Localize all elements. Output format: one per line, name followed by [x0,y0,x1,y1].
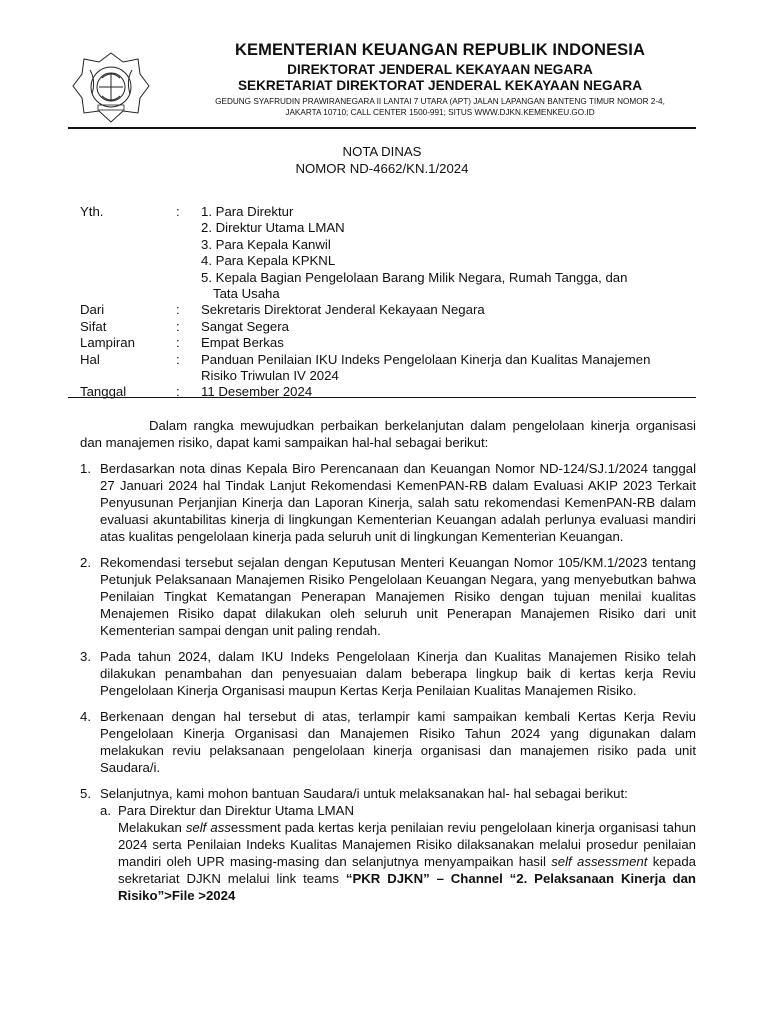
item-text: Berdasarkan nota dinas Kepala Biro Perencanaan dan Keuangan Nomor ND-124/SJ.1/2024 tanggal 27 Januari 2024 hal Tindak Lanjut Rekomendasi KemenPAN-RB dalam Evaluasi AKIP 2023 Terkait Penyusunan Perjanjian Kinerja dan Laporan Kinerja, salah satu rekomendasi KemenPAN-RB dalam evaluasi akuntabilitas kinerja di lingkungan Kementerian Keuangan adalah perlunya evaluasi mandiri atas kualitas pengelolaan kinerja pada seluruh unit di lingkungan Kementerian Keuangan. [100,461,696,544]
address-line-2: JAKARTA 10710; CALL CENTER 1500-991; SITUS WWW.DJKN.KEMENKEU.GO.ID [285,108,595,117]
item-number: 2. [80,555,91,570]
colon: : [176,302,180,318]
colon: : [176,318,180,334]
attachment-label: Lampiran [80,335,135,351]
subject-line-2: Risiko Triwulan IV 2024 [201,368,339,384]
intro-paragraph: Dalam rangka mewujudkan perbaikan berkelanjutan dalam pengelolaan kinerja organisasi dan manajemen risiko, dapat kami sampaikan hal-hal sebagai berikut: [80,418,696,450]
item-number: 3. [80,649,91,664]
subject-row [80,352,700,385]
memo-header [80,204,700,401]
subject-value [201,352,700,385]
text-run: Melakukan [118,820,186,835]
to-list [201,204,700,302]
address-line-1: GEDUNG SYAFRUDIN PRAWIRANEGARA II LANTAI 7 UTARA (APT) JALAN LAPANGAN BANTENG TIMUR NOMOR 2-4, [215,97,665,106]
recipient: 1. Para Direktur [201,204,294,219]
text-run: kepada sekretariat DJKN melalui link teams [118,854,696,886]
ministry-name: KEMENTERIAN KEUANGAN REPUBLIK INDONESIA [234,41,645,59]
recipient: Tata Usaha [213,286,280,302]
list-item [80,554,696,639]
sub-item-content [118,802,696,904]
item-text: Rekomendasi tersebut sejalan dengan Keputusan Menteri Keuangan Nomor 105/KM.1/2023 tentang Petunjuk Pelaksanaan Manajemen Risiko Pengelolaan Keuangan Negara, yang menyebutkan bahwa Penilaian Tingkat Kematangan Penerapan Manajemen Risiko dengan tujuan menilai kualitas Menajemen Risiko dapat dilakukan oleh seluruh unit Penerapan Manajemen Risiko dari unit Kementerian sampai dengan unit paling rendah. [100,555,696,638]
from-value: Sekretaris Direktorat Jenderal Kekayaan Negara [201,302,485,318]
numbered-list [80,460,696,904]
subject-line-1: Panduan Penilaian IKU Indeks Pengelolaan Kinerja dan Kualitas Manajemen [201,351,651,367]
item-text: Selanjutnya, kami mohon bantuan Saudara/i untuk melaksanakan hal- hal sebagai berikut: [100,786,628,801]
item-number: 1. [80,461,91,476]
subject-label: Hal [80,351,100,367]
letterhead-divider [68,127,696,129]
text-run-italic: self assessment [551,854,648,869]
date-label: Tanggal [80,384,127,400]
colon: : [176,351,180,367]
nature-value: Sangat Segera [201,318,289,334]
item-text-block [100,785,696,904]
sub-item-text [118,819,696,904]
nature-label: Sifat [80,318,107,334]
attachment-row [80,335,700,351]
to-row [80,204,700,302]
list-item [80,785,696,904]
from-label: Dari [80,302,105,318]
ministry-logo-icon [70,50,152,126]
secretariat-name: SEKRETARIAT DIREKTORAT JENDERAL KEKAYAAN NEGARA [237,78,643,93]
date-value: 11 Desember 2024 [201,384,313,400]
attachment-value: Empat Berkas [201,335,284,351]
from-row [80,302,700,318]
memo-title [68,143,696,177]
recipient: 4. Para Kepala KPKNL [201,253,336,269]
header-divider [68,397,696,398]
item-text: Berkenaan dengan hal tersebut di atas, terlampir kami sampaikan kembali Kertas Kerja Reviu Pengelolaan Kinerja Organisasi dan Manajemen Risiko Tahun 2024 yang digunakan dalam melakukan reviu pelaksanaan pengelolaan kinerja organisasi dan manajemen risiko pada unit Saudara/i. [100,709,696,775]
recipient: 5. Kepala Bagian Pengelolaan Barang Milik Negara, Rumah Tangga, dan [201,269,628,285]
memo-number: NOMOR ND-4662/KN.1/2024 [295,161,469,176]
item-number: 4. [80,709,91,724]
sub-item [100,802,696,904]
sub-item-title: Para Direktur dan Direktur Utama LMAN [118,803,354,818]
memo-type: NOTA DINAS [342,144,422,159]
colon: : [176,335,180,351]
colon: : [176,204,180,219]
item-text: Pada tahun 2024, dalam IKU Indeks Pengelolaan Kinerja dan Kualitas Manajemen Risiko telah dilakukan penambahan dan penyesuaian dalam beberapa lingkup baik di kertas kerja Reviu Pengelolaan Kinerja Organisasi maupun Kertas Kerja Penilaian Kualitas Manajemen Risiko. [100,649,696,698]
colon: : [176,384,180,400]
directorate-name: DIREKTORAT JENDERAL KEKAYAAN NEGARA [287,62,593,77]
to-label: Yth. [80,204,104,219]
memo-body [80,417,696,904]
list-item [80,648,696,699]
text-run-italic: self ass [185,820,231,835]
recipient: 3. Para Kepala Kanwil [201,236,331,252]
letterhead [160,40,720,118]
list-item [80,460,696,545]
teams-channel-path: “PKR DJKN” – Channel “2. Pelaksanaan Kinerja dan Risiko”>File >2024 [118,871,696,903]
recipient: 2. Direktur Utama LMAN [201,220,345,236]
item-number: 5. [80,786,91,801]
list-item [80,708,696,776]
text-run: essment pada kertas kerja penilaian reviu pengelolaan kinerja organisasi tahun 2024 serta Penilaian Indeks Kualitas Manajemen Risiko dilaksanakan melalui prosedur penilaian mandiri oleh UPR masing-masing dan selanjutnya menyampaikan hasil [118,820,696,869]
nature-row [80,319,700,335]
date-row [80,384,700,400]
sub-item-letter: a. [100,803,111,818]
